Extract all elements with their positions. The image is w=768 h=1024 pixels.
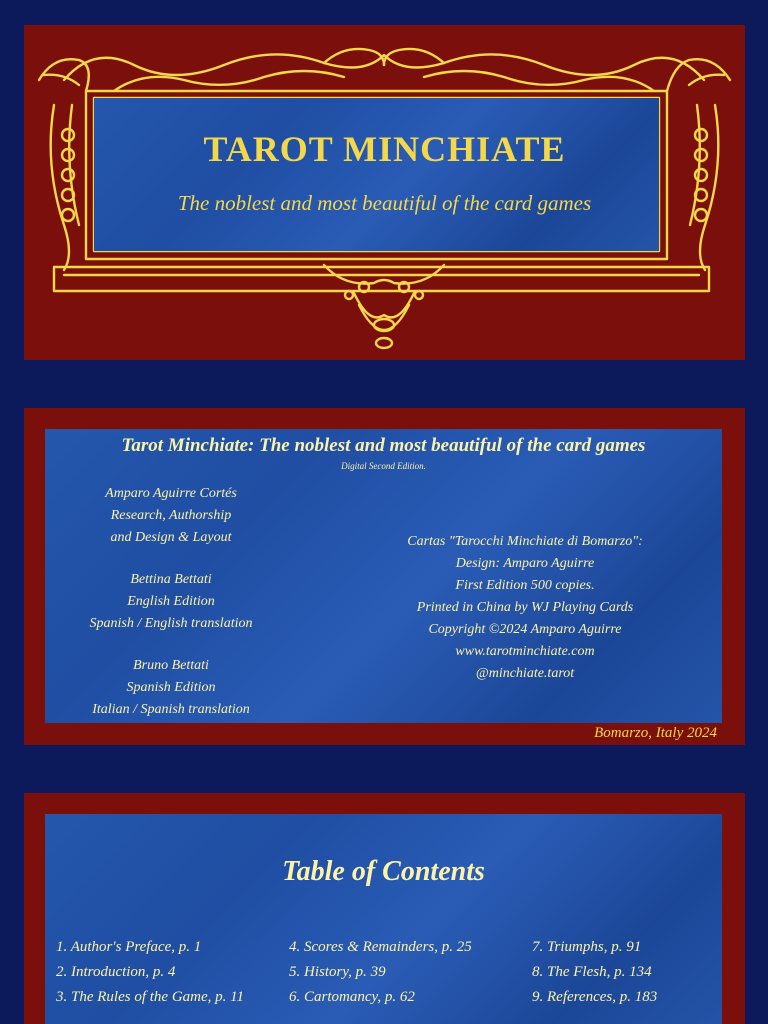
credit-line: Research, Authorship: [110, 508, 232, 523]
credit-line: Printed in China by WJ Playing Cards: [416, 600, 634, 615]
social-handle[interactable]: @minchiate.tarot: [475, 666, 575, 681]
toc-slide: [24, 793, 745, 1024]
credit-line: Italian / Spanish translation: [92, 702, 250, 717]
credits-left-column: [65, 483, 277, 721]
credit-line: Spanish Edition: [126, 680, 216, 695]
website-link[interactable]: www.tarotminchiate.com: [455, 644, 595, 659]
toc-item[interactable]: 4. Scores & Remainders, p. 25: [289, 939, 472, 955]
toc-item[interactable]: 3. The Rules of the Game, p. 11: [56, 989, 245, 1005]
toc-column: [532, 935, 657, 1010]
credit-line: Amparo Aguirre Cortés: [105, 486, 237, 501]
toc-item[interactable]: 8. The Flesh, p. 134: [532, 964, 652, 980]
toc-column: [56, 935, 244, 1010]
credit-line: First Edition 500 copies.: [455, 578, 595, 593]
toc-item[interactable]: 7. Triumphs, p. 91: [532, 939, 642, 955]
credits-title: Tarot Minchiate: The noblest and most beautiful of the card games: [121, 435, 646, 456]
credit-line: Spanish / English translation: [89, 616, 253, 631]
credit-line: and Design & Layout: [110, 530, 232, 545]
toc-item[interactable]: 2. Introduction, p. 4: [56, 964, 176, 980]
toc-column: [289, 935, 472, 1010]
credit-line: Cartas "Tarocchi Minchiate di Bomarzo":: [407, 534, 643, 549]
credits-slide: [24, 408, 745, 745]
place-date: Bomarzo, Italy 2024: [594, 725, 717, 741]
credit-line: English Edition: [127, 594, 215, 609]
toc-item[interactable]: 1. Author's Preface, p. 1: [56, 939, 202, 955]
credits-right-column: [375, 531, 675, 685]
cover-panel: [94, 98, 659, 251]
cover-title: TAROT MINCHIATE: [203, 129, 566, 169]
credit-line: Bruno Bettati: [133, 658, 209, 673]
toc-panel: [45, 814, 722, 1024]
toc-item[interactable]: 5. History, p. 39: [289, 964, 386, 980]
credit-line: Design: Amparo Aguirre: [455, 556, 595, 571]
credit-line: Copyright ©2024 Amparo Aguirre: [428, 622, 622, 637]
toc-item[interactable]: 6. Cartomancy, p. 62: [289, 989, 415, 1005]
toc-item[interactable]: 9. References, p. 183: [532, 989, 658, 1005]
credits-panel: [45, 429, 722, 723]
cover-subtitle: The noblest and most beautiful of the card games: [177, 191, 592, 215]
cover-slide: [24, 25, 745, 360]
credit-line: Bettina Bettati: [130, 572, 212, 587]
edition-label: Digital Second Edition.: [341, 461, 426, 471]
toc-title: Table of Contents: [282, 856, 485, 887]
